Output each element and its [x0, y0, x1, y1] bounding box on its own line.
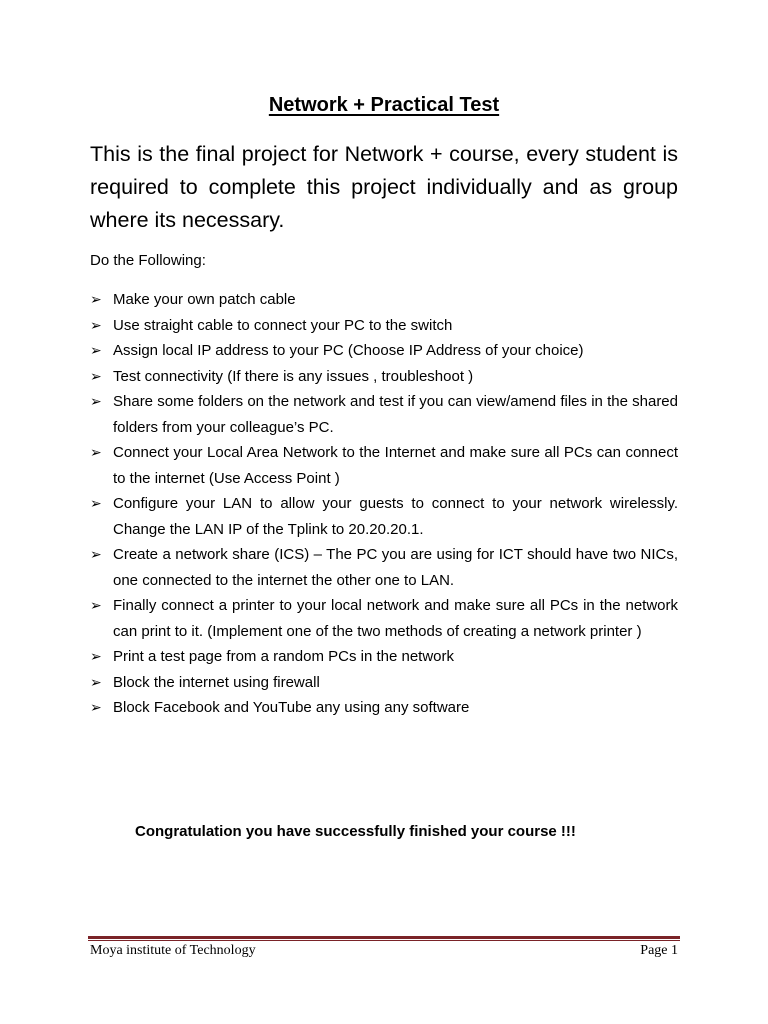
footer-organization: Moya institute of Technology: [90, 943, 256, 958]
task-item: [90, 644, 678, 670]
closing-message: Congratulation you have successfully finished your course !!!: [135, 823, 576, 840]
task-item: [90, 313, 678, 339]
task-item: [90, 389, 678, 440]
task-text: Share some folders on the network and test if you can view/amend files in the shared folders from your colleague’s PC.: [113, 393, 678, 436]
arrow-bullet-icon: ➢: [90, 495, 102, 511]
arrow-bullet-icon: ➢: [90, 444, 102, 460]
task-item: [90, 287, 678, 313]
task-text: Block Facebook and YouTube any using any software: [113, 699, 470, 716]
document-title: Network + Practical Test: [268, 94, 500, 116]
intro-paragraph: This is the final project for Network + course, every student is required to complete this project individually and as group where its necessary.: [90, 142, 678, 232]
footer-page-number: Page 1: [640, 943, 678, 958]
task-text: Configure your LAN to allow your guests to connect to your network wirelessly. Change the LAN IP of the Tplink to 20.20.20.1.: [113, 495, 678, 538]
task-text: Connect your Local Area Network to the Internet and make sure all PCs can connect to the internet (Use Access Point ): [113, 444, 678, 487]
instructions-heading: Do the Following:: [90, 252, 206, 269]
task-item: [90, 491, 678, 542]
footer-divider-thin: [88, 940, 680, 941]
arrow-bullet-icon: ➢: [90, 673, 102, 690]
arrow-bullet-icon: ➢: [90, 546, 102, 562]
task-item: [90, 338, 678, 364]
arrow-bullet-icon: ➢: [90, 699, 102, 715]
arrow-bullet-icon: ➢: [90, 291, 102, 307]
arrow-bullet-icon: ➢: [90, 648, 102, 664]
task-item: [90, 695, 678, 721]
task-item: [90, 593, 678, 644]
arrow-bullet-icon: ➢: [90, 393, 102, 409]
task-text: Test connectivity (If there is any issues , troubleshoot ): [113, 367, 474, 385]
task-text: Create a network share (ICS) – The PC you are using for ICT should have two NICs, one connected to the internet the other one to LAN.: [113, 546, 678, 589]
footer-divider: [88, 936, 680, 939]
task-item: [90, 440, 678, 491]
arrow-bullet-icon: ➢: [90, 316, 102, 333]
task-text: Finally connect a printer to your local network and make sure all PCs in the network can print to it. (Implement one of the two methods of creating a network printer ): [113, 597, 678, 640]
arrow-bullet-icon: ➢: [90, 597, 102, 613]
task-item: [90, 670, 678, 696]
task-text: Block the internet using firewall: [113, 673, 320, 691]
arrow-bullet-icon: ➢: [90, 342, 102, 358]
task-item: [90, 542, 678, 593]
task-text: Print a test page from a random PCs in the network: [113, 648, 454, 665]
task-text: Assign local IP address to your PC (Choose IP Address of your choice): [113, 342, 584, 359]
task-list: [90, 287, 678, 721]
task-item: [90, 364, 678, 390]
task-text: Use straight cable to connect your PC to the switch: [113, 316, 453, 334]
arrow-bullet-icon: ➢: [90, 367, 102, 384]
task-text: Make your own patch cable: [113, 291, 296, 308]
